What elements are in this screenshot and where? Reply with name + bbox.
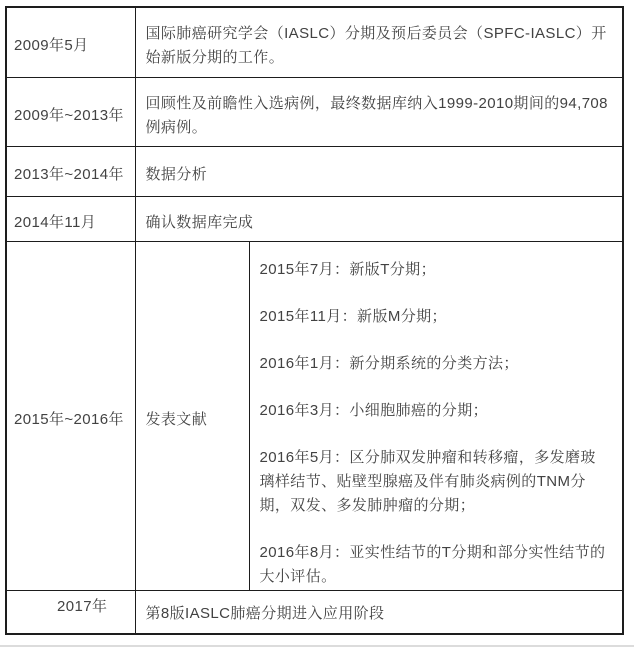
- page-edge-divider: [0, 645, 634, 647]
- date-cell: 2015年~2016年: [6, 241, 135, 590]
- date-cell: 2009年5月: [6, 7, 135, 77]
- table-row: [6, 590, 623, 634]
- date-cell: 2009年~2013年: [6, 77, 135, 146]
- table-row: [6, 196, 623, 241]
- timeline-table: [5, 6, 624, 635]
- content-cell: 第8版IASLC肺癌分期进入应用阶段: [135, 590, 623, 634]
- content-cell: 确认数据库完成: [135, 196, 623, 241]
- table-row: [6, 146, 623, 196]
- entries-cell: [249, 241, 623, 590]
- table-row: [6, 7, 623, 77]
- entry-item: 2016年1月：新分期系统的分类方法；: [259, 354, 519, 372]
- entry-item: 2016年5月：区分肺双发肿瘤和转移瘤，多发磨玻璃样结节、贴壁型腺癌及伴有肺炎病例的TNM分期，双发、多发肺肿瘤的分期；: [259, 448, 596, 514]
- table-row: [6, 77, 623, 146]
- content-cell: 国际肺癌研究学会（IASLC）分期及预后委员会（SPFC-IASLC）开始新版分期的工作。: [135, 7, 623, 77]
- date-cell: 2014年11月: [6, 196, 135, 241]
- entry-item: 2015年11月：新版M分期；: [259, 307, 447, 325]
- category-cell: 发表文献: [135, 241, 249, 590]
- entry-item: 2016年8月：亚实性结节的T分期和部分实性结节的大小评估。: [259, 543, 606, 585]
- content-cell: 数据分析: [135, 146, 623, 196]
- date-cell: 2017年: [6, 590, 135, 634]
- entry-item: 2015年7月：新版T分期；: [259, 260, 436, 278]
- date-cell: 2013年~2014年: [6, 146, 135, 196]
- table-row: [6, 241, 623, 590]
- content-cell: 回顾性及前瞻性入选病例，最终数据库纳入1999-2010期间的94,708例病例。: [135, 77, 623, 146]
- entry-item: 2016年3月：小细胞肺癌的分期；: [259, 401, 489, 419]
